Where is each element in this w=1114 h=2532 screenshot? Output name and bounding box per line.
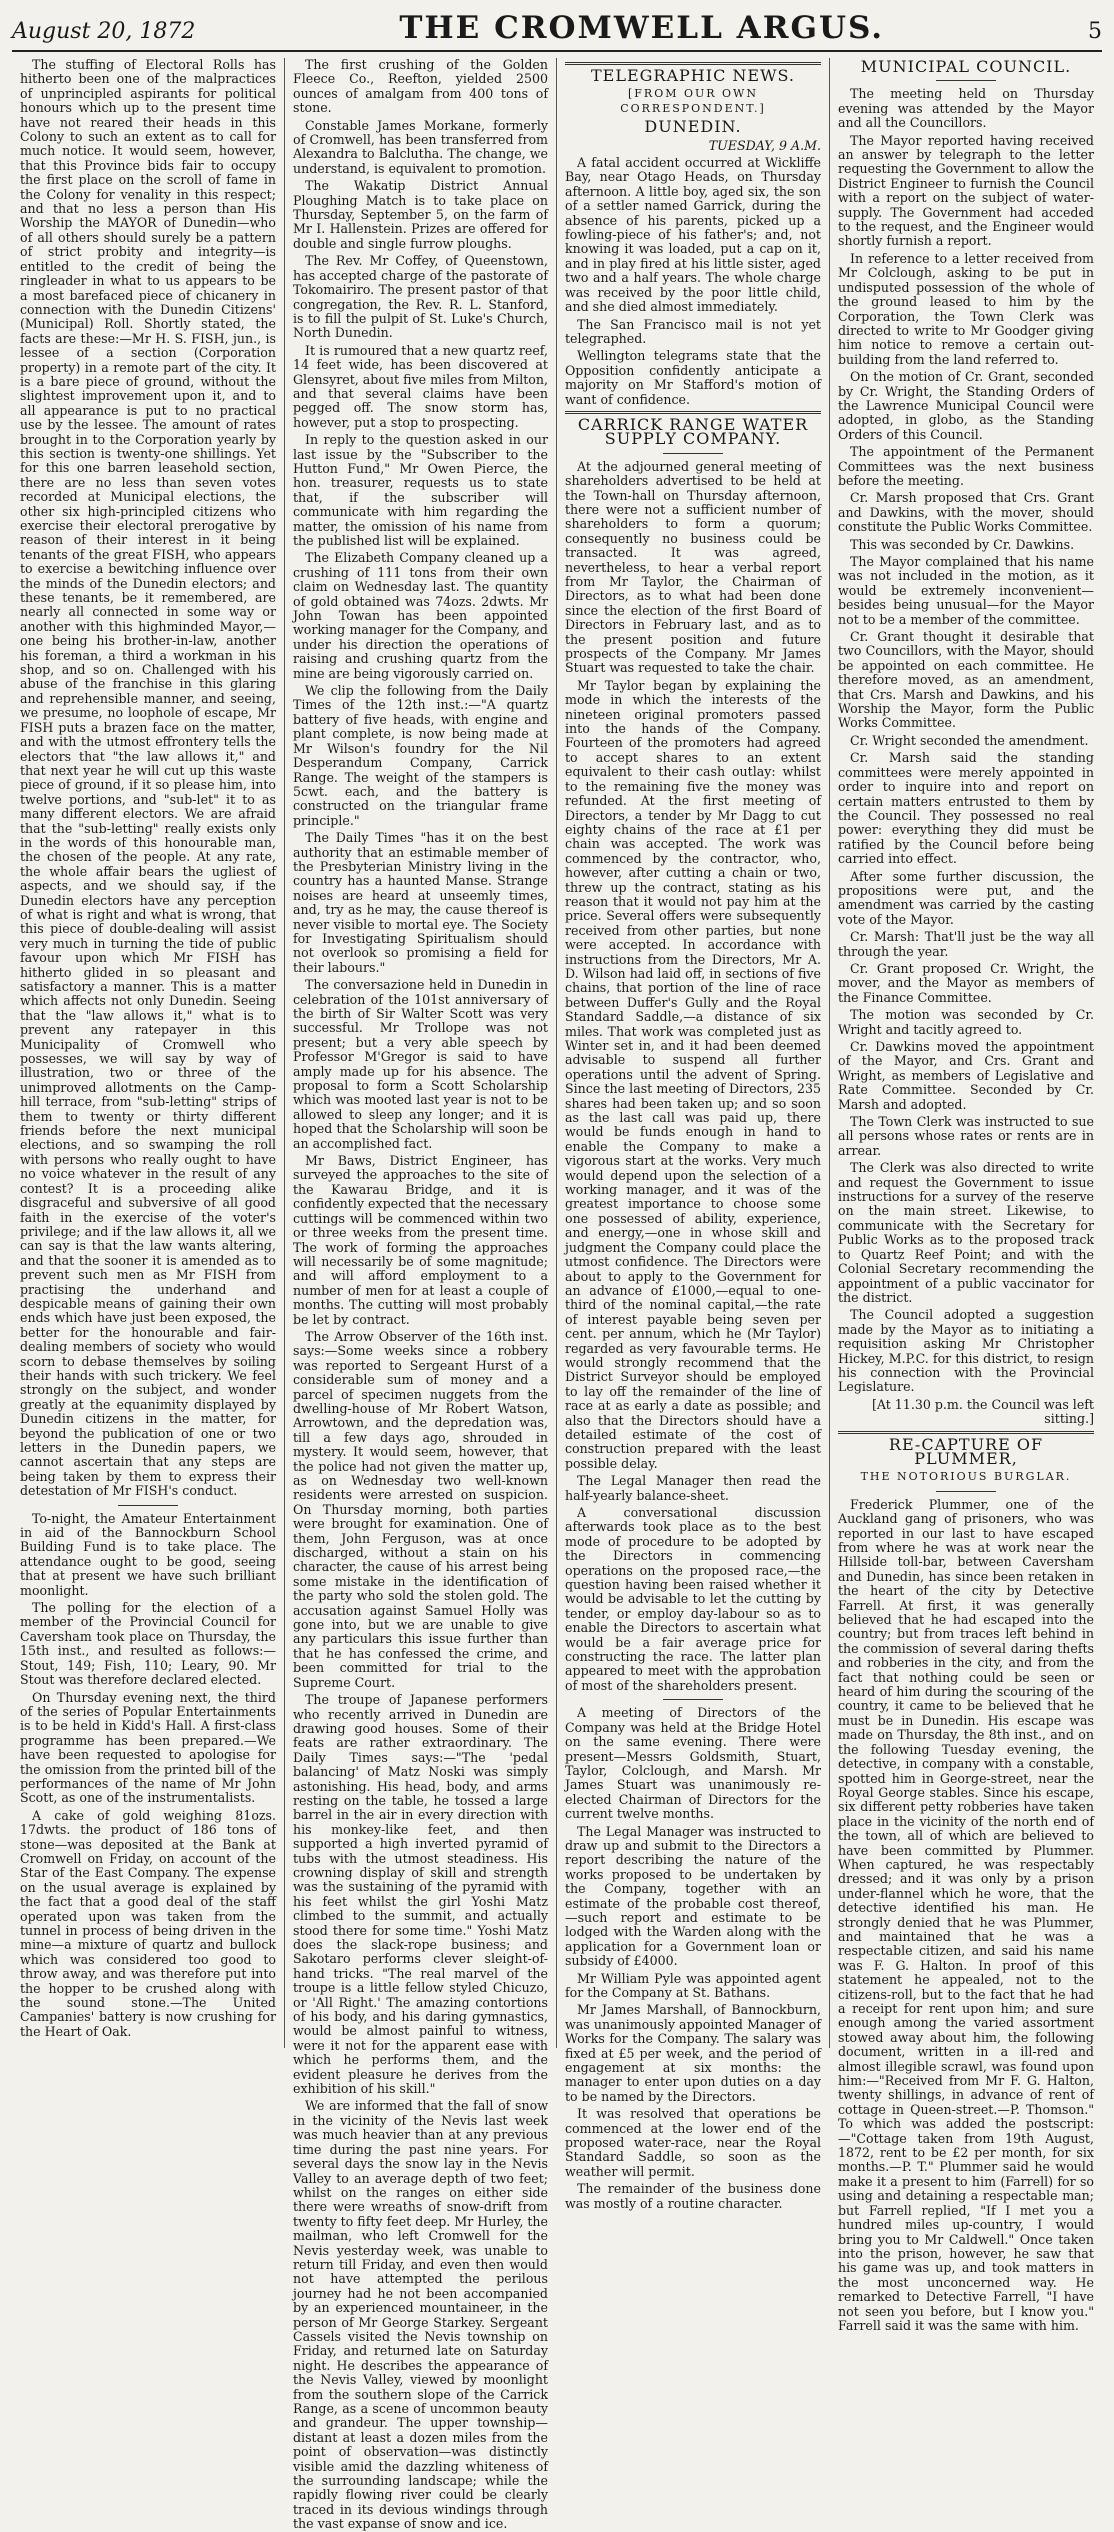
news-paragraph: Cr. Marsh proposed that Crs. Grant and Dawkins, with the mover, should constitute the Public Works Committee. [838, 490, 1094, 535]
news-paragraph: The appointment of the Permanent Committees was the next business before the meeting. [838, 444, 1094, 488]
news-paragraph: The Council adopted a suggestion made by the Mayor as to initiating a requisition asking Mr Christopher Hickey, M.P.C. for this district, to resign his connection with the Provincial Legislature. [838, 1307, 1094, 1395]
column-1 [12, 58, 284, 2048]
news-paragraph: At the adjourned general meeting of shareholders advertised to be held at the Town-hall on Thursday afternoon, there were not a sufficient number of shareholders to form a quorum; consequently no business could be transacted. It was agreed, nevertheless, to hear a verbal report from Mr Taylor, the Chairman of Directors, as to what had been done since the election of the first Board of Directors in February last, and as to the present position and future prospects of the Company. Mr James Stuart was requested to take the chair. [565, 458, 821, 676]
telegraphic-news-heading: TELEGRAPHIC NEWS. [590, 66, 795, 85]
news-paragraph: We clip the following from the Daily Times of the 12th inst.:—"A quartz battery of five heads, with engine and plant complete, is now being made at Mr Wilson's foundry for the Nil Desperandum Company, Carrick Range. The weight of the stampers is 5cwt. each, and the battery is constructed on the triangular frame principle." [293, 683, 548, 828]
masthead [12, 10, 1102, 52]
divider [663, 453, 723, 454]
news-paragraph: The first crushing of the Golden Fleece Co., Reefton, yielded 2500 ounces of amalgam from 400 tons of stone. [293, 57, 548, 116]
news-paragraph: Mr Taylor began by explaining the mode in which the interests of the nineteen original promoters passed into the hands of the Company. Fourteen of the promoters had agreed to accept shares to an extent equivalent to their cash outlay: whilst to the remaining five the money was refunded. At the first meeting of Directors, a tender by Mr Dagg to cut eighty chains of the race at £1 per chain was accepted. The work was commenced by the contractor, who, however, after cutting a chain or two, threw up the contract, stating as his reason that it would not pay him at the price. Several offers were subsequently received from other parties, but none were accepted. In accordance with instructions from the Directors, Mr A. D. Wilson had laid off, in sections of five chains, that portion of the line of race between Duffer's Gully and the Royal Standard Saddle,—a distance of six miles. That work was completed just as Winter set in, and it had been deemed advisable to suspend all further operations until the advent of Spring. Since the last meeting of Directors, 235 shares had been taken up; and so soon as the last call was paid up, there would be funds enough in hand to enable the Company to make a vigorous start at the works. Very much would depend upon the selection of a working manager, and it was of the greatest importance to choose some one possessed of ability, experience, and energy,—one in whose skill and judgment the Company could place the utmost confidence. The Directors were about to apply to the Government for an advance of £1000,—equal to one-third of the nominal capital,—the rate of interest payable being seven per cent. per annum, which he (Mr Taylor) regarded as very favourable terms. He would strongly recommend that the District Surveyor should be employed to lay off the remainder of the line of race at as early a date as possible; and also that the Directors should have a detailed estimate of the cost of construction prepared with the least possible delay. [565, 677, 821, 1471]
news-paragraph: The polling for the election of a member of the Provincial Council for Caversham took place on Thursday, the 15th inst., and resulted as follows:—Stout, 149; Fish, 110; Leary, 90. Mr Stout was therefore declared elected. [20, 1600, 276, 1688]
divider [936, 80, 996, 81]
news-paragraph: The Clerk was also directed to write and request the Government to issue instructions for a survey of the reserve on the main street. Likewise, to communicate with the Secretary for Public Works as to the proposed track to Quartz Reef Point; and with the Colonial Secretary recommending the appointment of a public vaccinator for the district. [838, 1160, 1094, 1305]
column-2 [284, 57, 556, 2532]
plummer-heading: RE-CAPTURE OF PLUMMER, [888, 1434, 1044, 1468]
news-paragraph: Cr. Marsh said the standing committees were merely appointed in order to inquire into and report on certain matters entrusted to them by the Council. They possessed no real power: everything they did must be ratified by the Council before being carried into effect. [838, 750, 1094, 867]
news-paragraph: Constable James Morkane, formerly of Cromwell, has been transferred from Alexandra to Balclutha. The change, we understand, is equivalent to promotion. [293, 117, 548, 176]
article-electoral-rolls: The stuffing of Electoral Rolls has hitherto been one of the malpractices of unprincipled aspirants for political honours which up to the present time have not reared their heads in this Colony to such an extent as to call for much notice. It would seem, however, that this Province bids fair to occupy the first place on the scroll of fame in the Colony for venality in this respect; and that no less a person than His Worship the MAYOR of Dunedin—who of all others should surely be a pattern of strict probity and integrity—is entitled to the credit of being the ringleader in what to us appears to be a most barefaced piece of chicanery in connection with the Dunedin Citizens' (Municipal) Roll. Shortly stated, the facts are these:—Mr H. S. FISH, jun., is lessee of a section (Corporation property) in a remote part of the city. It is a bare piece of ground, without the slightest improvement upon it, and to all appearance is put to no practical use by the lessee. The amount of rates brought in to the Corporation yearly by this section is twenty-one shillings. Yet for this one barren leasehold section, there are no less than seven votes recorded at Municipal elections, the other six high-principled citizens who exercise their electoral prerogative by reason of their interest in it being tenants of the great FISH, who appears to exercise a bewitching influence over the minds of the Dunedin electors; and these tenants, be it remembered, are nearly all connected in some way or another with this highminded Mayor,—one being his brother-in-law, another his foreman, a third a workman in his shop, and so on. Challenged with his abuse of the franchise in this glaring and reprehensible manner, and seeing, we presume, no loophole of escape, Mr FISH puts a brazen face on the matter, and with the utmost effrontery tells the electors that "the law allows it," and that next year he will cut up this waste piece of ground, if it so please him, into twelve portions, and "sub-let" it to as many different electors. We are afraid that the "sub-letting" really exists only in the words of this honourable man, the chosen of the people. At any rate, the whole affair bears the ugliest of aspects, and we should say, if the Dunedin electors have any perception of what is right and what is wrong, that this piece of double-dealing will assist very much in turning the tide of public favour upon which Mr FISH has hitherto glided in so pleasant and satisfactory a manner. This is a matter which affects not only Dunedin. Seeing that the "law allows it," what is to prevent any ratepayer in this Municipality of Cromwell who possesses, we will say by way of illustration, two or three of the unimproved allotments on the Camp-hill terrace, from "sub-letting" strips of them to twenty or thirty different friends before the next municipal elections, and so swamping the roll with persons who really ought to have no voice whatever in the result of any contest? It is a proceeding alike disgraceful and subversive of all good faith in the exercise of the voter's privilege; and if the law allows it, all we can say is that the law wants altering, and that the sooner it is amended as to prevent such men as Mr FISH from practising the underhand and despicable means of gaining their own ends which have just been exposed, the better for the honourable and fair-dealing members of society who would scorn to debase themselves by soiling their hands with such trickery. We feel strongly on the subject, and wonder greatly at the equanimity displayed by Dunedin citizens in the matter, for beyond the publication of one or two letters in the Dunedin papers, we cannot ascertain that any steps are being taken by them to express their detestation of Mr FISH's conduct. [20, 57, 276, 1499]
issue-date: August 20, 1872 [12, 19, 196, 44]
news-paragraph: To-night, the Amateur Entertainment in aid of the Bannockburn School Building Fund is to take place. The attendance ought to be good, seeing that at present we have such brilliant moonlight. [20, 1510, 276, 1598]
news-paragraph: Cr. Grant thought it desirable that two Councillors, with the Mayor, should be appointed on each committee. He therefore moved, as an amendment, that Crs. Marsh and Dawkins, and his Worship the Mayor, form the Public Works Committee. [838, 629, 1094, 731]
news-paragraph: Wellington telegrams state that the Opposition confidently anticipate a majority on Mr Stafford's motion of want of confidence. [565, 348, 821, 407]
news-paragraph: We are informed that the fall of snow in the vicinity of the Nevis last week was much heavier than at any previous time during the past nine years. For several days the snow lay in the Nevis Valley to an average depth of two feet; whilst on the ranges on either side there were wreaths of snow-drift from twenty to fifty feet deep. Mr Hurley, the mailman, who left Cromwell for the Nevis yesterday week, was unable to return till Friday, and even then would not have attempted the perilous journey had he not been accompanied by an experienced mountaineer, in the person of Mr George Starkey. Sergeant Cassels visited the Nevis township on Friday, and returned late on Saturday night. He describes the appearance of the Nevis Valley, viewed by moonlight from the southern slope of the Carrick Range, as a scene of uncommon beauty and grandeur. The upper township—distant at least a dozen miles from the point of observation—was distinctly visible amid the dazzling whiteness of the surrounding landscape; while the rapidly flowing river could be clearly traced in its devious windings through the vast expanse of snow and ice. [293, 2098, 548, 2532]
news-paragraph: On the motion of Cr. Grant, seconded by Cr. Wright, the Standing Orders of the Lawrence Municipal Council were adopted, in globo, as the Standing Orders of this Council. [838, 369, 1094, 442]
news-paragraph: It is rumoured that a new quartz reef, 14 feet wide, has been discovered at Glensyret, about five miles from Milton, and that several claims have been pegged off. The snow storm has, however, put a stop to prospecting. [293, 342, 548, 430]
column-3 [556, 58, 829, 2211]
news-paragraph: The San Francisco mail is not yet telegraphed. [565, 316, 821, 346]
page-number: 5 [1087, 19, 1102, 44]
council-closing-note: [At 11.30 p.m. the Council was left sitting.] [871, 1396, 1094, 1427]
news-paragraph: The Rev. Mr Coffey, of Queenstown, has accepted charge of the pastorate of Tokomairiro. The present pastor of that congregation, the Rev. R. L. Stanford, is to fill the pulpit of St. Luke's Church, North Dunedin. [293, 253, 548, 341]
news-paragraph: Mr William Pyle was appointed agent for the Company at St. Bathans. [565, 1970, 821, 2000]
news-paragraph: Cr. Dawkins moved the appointment of the Mayor, and Crs. Grant and Wright, as members of Legislative and Rate Committee. Seconded by Cr. Marsh and adopted. [838, 1039, 1094, 1112]
dateline-place: DUNEDIN. [644, 117, 742, 137]
news-paragraph: Cr. Wright seconded the amendment. [850, 732, 1089, 748]
news-paragraph: A fatal accident occurred at Wickliffe Bay, near Otago Heads, on Thursday afternoon. A little boy, aged six, the son of a settler named Garrick, during the absence of his parents, picked up a fowling-piece of his father's; and, not knowing it was loaded, put a cap on it, and in play fired at his little sister, aged two and a half years. The whole charge was received by the poor little child, and she died almost immediately. [565, 155, 821, 315]
news-paragraph: Mr James Marshall, of Bannockburn, was unanimously appointed Manager of Works for the Company. The salary was fixed at £5 per week, and the period of engagement at six months: the manager to enter upon duties on a day to be named by the Directors. [565, 2002, 821, 2104]
municipal-council-heading: MUNICIPAL COUNCIL. [860, 57, 1072, 76]
news-paragraph: The Mayor reported having received an answer by telegraph to the letter requesting the Government to allow the District Engineer to furnish the Council with a report on the subject of water-supply. The Government had acceded to the request, and the Engineer would shortly furnish a report. [838, 132, 1094, 249]
news-paragraph: The Legal Manager was instructed to draw up and submit to the Directors a report describing the nature of the works proposed to be undertaken by the Company, together with an estimate of the probable cost thereof, —such report and estimate to be lodged with the Warden along with the application for a Government loan or subsidy of £4000. [565, 1823, 821, 1969]
news-paragraph: The Mayor complained that his name was not included in the motion, as it would be extremely inconvenient—besides being unusual—for the Mayor not to be a member of the committee. [838, 554, 1094, 627]
news-paragraph: The Daily Times "has it on the best authority that an estimable member of the Presbyterian Ministry living in the country has a haunted Manse. Strange noises are heard at unseemly times, and, try as he may, the cause thereof is never visible to mortal eye. The Society for Investigating Spiritualism should not overlook so promising a field for their labours." [293, 830, 548, 975]
news-paragraph: The troupe of Japanese performers who recently arrived in Dunedin are drawing good houses. Some of their feats are rather extraordinary. The Daily Times says:—"The 'pedal balancing' of Matz Noski was simply astonishing. His head, body, and arms resting on the table, he tossed a large barrel in the air in every direction with his monkey-like feet, and then supported a high inverted pyramid of tubs with the utmost steadiness. His crowning display of skill and strength was the sustaining of the pyramid with his feet whilst the girl Yoshi Matz climbed to the summit, and actually stood there for some time." Yoshi Matz does the slack-rope business; and Sakotaro performs clever sleight-of-hand tricks. "The real marvel of the troupe is a little fellow styled Chicuzo, or 'All Right.' The amazing contortions of his body, and his daring gymnastics, would be almost painful to witness, were it not for the apparent ease with which he performs them, and the evident pleasure he derives from the exhibition of his skill." [293, 1692, 548, 2097]
news-paragraph: The Wakatip District Annual Ploughing Match is to take place on Thursday, September 5, on the farm of Mr I. Hallenstein. Prizes are offered for double and single furrow ploughs. [293, 178, 548, 251]
news-paragraph: After some further discussion, the propositions were put, and the amendment was carried by the casting vote of the Mayor. [838, 868, 1094, 927]
news-paragraph: Frederick Plummer, one of the Auckland gang of prisoners, who was reported in our last to have escaped from where he was at work near the Hillside toll-bar, between Caversham and Dunedin, has since been retaken in the heart of the city by Detective Farrell. At first, it was generally believed that he had escaped into the country; but from traces left behind in the commission of several daring thefts and robberies in the city, and from the fact that nothing could be seen or heard of him during the scouring of the country, it came to be believed that he must be in Dunedin. His escape was made on Thursday, the 8th inst., and on the following Tuesday evening, the detective, in company with a constable, spotted him in George-street, near the Royal George stables. Since his escape, six different petty robberies have taken place in the vicinity of the north end of the town, all of which are believed to have been committed by Plummer. When captured, he was respectably dressed; and it was only by a prison under-flannel which he wore, that the detective identified his man. He strongly denied that he was Plummer, and maintained that he was a respectable citizen, and said his name was F. G. Halton. In proof of this statement he appealed, not to the citizens-roll, but to the fact that he had a receipt for rent upon him; and sure enough among the varied assortment stowed away about him, the following document, written in a ill-red and almost illegible scrawl, was found upon him:—"Received from Mr F. G. Halton, twenty shillings, in advance of rent of cottage in Queen-street.—P. Thomson." To which was added the postscript:—"Cottage taken from 19th August, 1872, rent to be £2 per month, for six months.—P. T." Plummer said he would make it a present to him (Farrell) for so using and detaining a respectable man; but Farrell replied, "If I met you a hundred miles up-country, I would bring you to Mr Caldwell." Once taken into the prison, however, he saw that his game was up, and took matters in the most unconcerned way. He remarked to Detective Farrell, "I have not seen you before, but I know you." Farrell said it was the same with him. [838, 1496, 1094, 2333]
dateline-time: TUESDAY, 9 A.M. [708, 137, 821, 153]
news-paragraph: In reference to a letter received from Mr Colclough, asking to be put in undisputed possession of the whole of the ground leased to him by the Corporation, the Town Clerk was directed to write to Mr Goodger giving him notice to remove a certain out-building from the land referred to. [838, 250, 1094, 367]
news-paragraph: Mr Baws, District Engineer, has surveyed the approaches to the site of the Kawarau Bridge, and it is confidently expected that the necessary cuttings will be commenced within two or three weeks from the present time. The work of forming the approaches will necessarily be of some magnitude; and will afford employment to a number of men for at least a couple of months. The cutting will most probably be let by contract. [293, 1153, 548, 1327]
plummer-subheading: THE NOTORIOUS BURGLAR. [860, 1470, 1072, 1484]
news-paragraph: The remainder of the business done was mostly of a routine character. [565, 2181, 821, 2211]
news-paragraph: Cr. Marsh: That'll just be the way all through the year. [838, 929, 1094, 959]
news-paragraph: The motion was seconded by Cr. Wright and tacitly agreed to. [838, 1007, 1094, 1037]
newspaper-title: THE CROMWELL ARGUS. [399, 10, 885, 46]
news-paragraph: The meeting held on Thursday evening was attended by the Mayor and all the Councillors. [838, 86, 1094, 131]
divider [663, 1699, 723, 1700]
news-paragraph: A cake of gold weighing 81ozs. 17dwts. the product of 186 tons of stone—was deposited at the Bank at Cromwell on Friday, on account of the Star of the East Company. The expense on the usual average is explained by the fact that a good deal of the staff operated upon was taken from the tunnel in process of being driven in the mine—a mixture of quartz and bullock which was considered too good to throw away, and was therefore put into the hopper to be crushed along with the sound stone.—The United Campanies' battery is now crushing for the Heart of Oak. [20, 1807, 276, 2039]
divider [838, 1431, 1094, 1434]
divider [565, 411, 821, 414]
carrick-range-heading: CARRICK RANGE WATER SUPPLY COMPANY. [577, 414, 809, 449]
news-paragraph: The conversazione held in Dunedin in celebration of the 101st anniversary of the birth of Sir Walter Scott was very successful. Mr Trollope was not present; but a very able speech by Professor M'Gregor is said to have amply made up for his absence. The proposal to form a Scott Scholarship which was mooted last year is not to be allowed to sleep any longer; and it is hoped that the Scholarship will soon be an accomplished fact. [293, 977, 548, 1151]
correspondent-byline: [FROM OUR OWN CORRESPONDENT.] [620, 87, 766, 115]
news-paragraph: This was seconded by Cr. Dawkins. [850, 536, 1075, 552]
column-4 [829, 57, 1102, 2333]
news-paragraph: The Arrow Observer of the 16th inst. says:—Some weeks since a robbery was reported to Sergeant Hurst of a considerable sum of money and a parcel of specimen nuggets from the dwelling-house of Mr Robert Watson, Arrowtown, and the depredation was, till a few days ago, shrouded in mystery. It would seem, however, that the police had not given the matter up, as on Wednesday two well-known residents were arrested on suspicion. On Thursday morning, both parties were brought for examination. One of them, John Ferguson, was at once discharged, without a stain on his character, the cause of his arrest being some mistake in the identification of the party who sold the stolen gold. The accusation against Samuel Holly was gone into, but we are unable to give any particulars this issue further than that he has confessed the crime, and been committed for trial to the Supreme Court. [293, 1328, 548, 1690]
divider [936, 1491, 996, 1492]
divider [118, 1505, 178, 1506]
news-paragraph: The Elizabeth Company cleaned up a crushing of 111 tons from their own claim on Wednesday last. The quantity of gold obtained was 74ozs. 2dwts. Mr John Towan has been appointed working manager for the Company, and under his direction the operations of raising and crushing quartz from the mine are being vigorously carried on. [293, 550, 548, 681]
news-paragraph: The Town Clerk was instructed to sue all persons whose rates or rents are in arrear. [838, 1114, 1094, 1158]
news-paragraph: In reply to the question asked in our last issue by the "Subscriber to the Hutton Fund," Mr Owen Pierce, the hon. treasurer, requests us to state that, if the subscriber will communicate with him regarding the matter, the omission of his name from the published list will be explained. [293, 432, 548, 548]
news-paragraph: The Legal Manager then read the half-yearly balance-sheet. [565, 1473, 821, 1503]
columns [12, 57, 1102, 2532]
divider [565, 62, 821, 65]
news-paragraph: On Thursday evening next, the third of the series of Popular Entertainments is to be held in Kidd's Hall. A first-class programme has been prepared.—We have been requested to apologise for the omission from the printed bill of the performances of the name of Mr John Scott, as one of the instrumentalists. [20, 1689, 276, 1806]
news-paragraph: It was resolved that operations be commenced at the lower end of the proposed water-race, near the Royal Standard Saddle, so soon as the weather will permit. [565, 2106, 821, 2179]
news-paragraph: Cr. Grant proposed Cr. Wright, the mover, and the Mayor as members of the Finance Committee. [838, 960, 1094, 1005]
news-paragraph: A conversational discussion afterwards took place as to the best mode of procedure to be adopted by the Directors in commencing operations on the proposed race,—the question having been raised whether it would be advisable to let the cutting by tender, or employ day-labour so as to enable the Directors to ascertain what would be a fair average price for constructing the race. The latter plan appeared to meet with the approbation of most of the shareholders present. [565, 1505, 821, 1693]
news-paragraph: A meeting of Directors of the Company was held at the Bridge Hotel on the same evening. There were present—Messrs Goldsmith, Stuart, Taylor, Colclough, and Marsh. Mr James Stuart was unanimously re-elected Chairman of Directors for the current twelve months. [565, 1705, 821, 1822]
